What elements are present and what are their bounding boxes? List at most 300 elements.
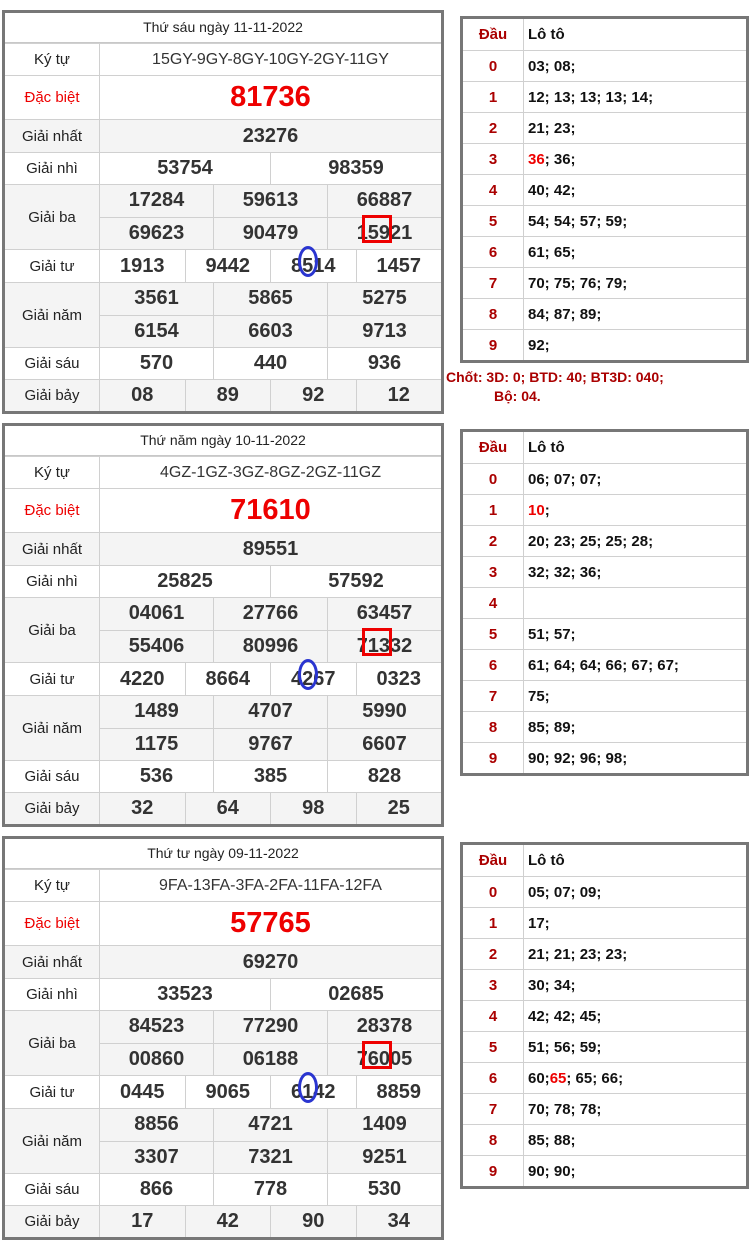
prize-label: Giải năm xyxy=(5,283,100,347)
loto-head-digit: 9 xyxy=(463,330,524,360)
special-prize-row xyxy=(5,75,441,119)
loto-numbers xyxy=(524,970,746,1000)
prize-values xyxy=(100,1174,441,1205)
draw-date-title: Thứ tư ngày 09-11-2022 xyxy=(5,839,441,869)
prize-number: 5275 xyxy=(327,283,441,315)
prize-line xyxy=(100,44,441,75)
prize-line xyxy=(100,598,441,630)
prize-number: 23276 xyxy=(242,124,299,147)
prize-line xyxy=(100,120,441,152)
loto-values: 61; 64; 64; 66; 67; 67; xyxy=(528,656,679,674)
loto-highlight-number: 36 xyxy=(528,150,545,168)
loto-row xyxy=(463,556,746,587)
prize-label: Giải nhất xyxy=(5,533,100,565)
prize-values xyxy=(100,457,441,488)
prize-number: 89 xyxy=(185,380,271,411)
prize-number: 8664 xyxy=(185,663,271,695)
prize-number: 98359 xyxy=(270,153,441,184)
prize-number: 98 xyxy=(270,793,356,824)
highlight-oval-mark xyxy=(298,1072,318,1103)
loto-numbers xyxy=(524,1063,746,1093)
loto-head-digit: 1 xyxy=(463,908,524,938)
prize-line xyxy=(100,153,441,184)
dau-header: Đầu xyxy=(463,845,524,876)
prize-number: 5990 xyxy=(327,696,441,728)
loto-values: ; 65; 66; xyxy=(566,1069,624,1087)
loto-values: 03; 08; xyxy=(528,57,576,75)
prize-number: 828 xyxy=(327,761,441,792)
prize-number: 66887 xyxy=(327,185,441,217)
loto-row xyxy=(463,1093,746,1124)
prize-number: 5865 xyxy=(213,283,327,315)
highlight-square-mark xyxy=(362,215,392,243)
loto-header-label: Lô tô xyxy=(528,852,565,869)
sixth-prize-row xyxy=(5,347,441,379)
prize-values xyxy=(100,696,441,760)
loto-header xyxy=(463,432,746,463)
loto-head-digit: 6 xyxy=(463,1063,524,1093)
loto-numbers xyxy=(524,299,746,329)
loto-numbers xyxy=(524,1001,746,1031)
loto-header-label: Lô tô xyxy=(528,26,565,43)
prize-label: Giải nhì xyxy=(5,566,100,597)
loto-row xyxy=(463,907,746,938)
prize-number: 28378 xyxy=(327,1011,441,1043)
prize-label: Giải bảy xyxy=(5,793,100,824)
loto-head-digit: 4 xyxy=(463,1001,524,1031)
loto-highlight-number: 65 xyxy=(549,1069,567,1087)
loto-numbers xyxy=(524,588,746,618)
prize-label: Giải bảy xyxy=(5,380,100,411)
loto-row xyxy=(463,1155,746,1186)
prize-number: 866 xyxy=(139,1178,174,1200)
prize-number: 440 xyxy=(213,348,327,379)
loto-values: 06; 07; 07; xyxy=(528,470,602,488)
prize-line xyxy=(100,1206,441,1237)
prize-number: 4GZ-1GZ-3GZ-8GZ-2GZ-11GZ xyxy=(159,463,382,481)
fifth-prize-row xyxy=(5,695,441,760)
prize-label: Ký tự xyxy=(5,44,100,75)
prize-number: 536 xyxy=(139,765,174,787)
loto-values: 61; 65; xyxy=(528,243,576,261)
prize-number: 76005 xyxy=(327,1044,441,1076)
prize-number: 4707 xyxy=(213,696,327,728)
day-block xyxy=(0,423,753,823)
loto-head-digit: 9 xyxy=(463,1156,524,1186)
prize-number: 71332 xyxy=(327,631,441,663)
loto-row xyxy=(463,525,746,556)
results-table xyxy=(2,423,444,827)
loto-values: 51; 57; xyxy=(528,625,576,643)
prize-line xyxy=(100,902,441,945)
prize-values xyxy=(100,793,441,824)
loto-head-digit: 8 xyxy=(463,712,524,742)
loto-values: 20; 23; 25; 25; 28; xyxy=(528,532,654,550)
loto-numbers xyxy=(524,526,746,556)
day-block xyxy=(0,836,753,1236)
loto-row xyxy=(463,680,746,711)
prize-line xyxy=(100,380,441,411)
loto-values: ; 36; xyxy=(544,150,576,168)
prediction-line-1: Chốt: 3D: 0; BTD: 40; BT3D: 040; xyxy=(446,369,664,385)
sixth-prize-row xyxy=(5,760,441,792)
loto-values: 21; 21; 23; 23; xyxy=(528,945,628,963)
seventh-prize-row xyxy=(5,1205,441,1237)
loto-values: 70; 78; 78; xyxy=(528,1100,602,1118)
prize-number: 06188 xyxy=(213,1044,327,1076)
loto-row xyxy=(463,1124,746,1155)
loto-head-digit: 8 xyxy=(463,299,524,329)
prize-line xyxy=(100,761,441,792)
loto-header xyxy=(463,845,746,876)
prize-number: 6607 xyxy=(327,729,441,761)
prize-number: 530 xyxy=(327,1174,441,1205)
prize-label: Giải bảy xyxy=(5,1206,100,1237)
prize-number: 936 xyxy=(327,348,441,379)
prediction-line-2: Bộ: 04. xyxy=(494,388,541,404)
prize-number: 64 xyxy=(185,793,271,824)
loto-values: 30; 34; xyxy=(528,976,576,994)
prize-number: 69623 xyxy=(128,221,185,244)
prize-label: Ký tự xyxy=(5,870,100,901)
prize-values xyxy=(100,761,441,792)
loto-values: ; xyxy=(544,501,550,519)
prize-number: 12 xyxy=(356,380,442,411)
prize-values xyxy=(100,663,441,695)
prize-number: 63457 xyxy=(327,598,441,630)
prize-number: 778 xyxy=(213,1174,327,1205)
loto-row xyxy=(463,711,746,742)
highlight-oval-mark xyxy=(298,659,318,690)
prize-label: Giải ba xyxy=(5,598,100,662)
special-prize-row xyxy=(5,901,441,945)
dau-header: Đầu xyxy=(463,19,524,50)
prize-number: 3307 xyxy=(134,1145,179,1168)
loto-numbers xyxy=(524,619,746,649)
second-prize-row xyxy=(5,152,441,184)
prize-label: Giải tư xyxy=(5,250,100,282)
loto-values: 92; xyxy=(528,336,550,354)
prize-values xyxy=(100,76,441,119)
loto-numbers xyxy=(524,1125,746,1155)
loto-numbers xyxy=(524,908,746,938)
prize-number: 9065 xyxy=(185,1076,271,1108)
prize-values xyxy=(100,283,441,347)
loto-head-digit: 1 xyxy=(463,82,524,112)
fifth-prize-row xyxy=(5,282,441,347)
prediction-note xyxy=(446,368,746,406)
prize-label: Giải nhì xyxy=(5,979,100,1010)
prize-label: Giải ba xyxy=(5,185,100,249)
prize-number: 90479 xyxy=(213,218,327,250)
loto-numbers xyxy=(524,712,746,742)
loto-numbers xyxy=(524,330,746,360)
prize-number: 9767 xyxy=(213,729,327,761)
prize-number: 25825 xyxy=(157,570,213,592)
prize-line xyxy=(100,315,441,348)
prize-line xyxy=(100,663,441,695)
prize-line xyxy=(100,728,441,761)
highlight-oval-mark xyxy=(298,246,318,277)
loto-values: 12; 13; 13; 13; 14; xyxy=(528,88,654,106)
loto-head-digit: 4 xyxy=(463,175,524,205)
kytu-row xyxy=(5,456,441,488)
prize-line xyxy=(100,1141,441,1174)
prize-line xyxy=(100,283,441,315)
prize-number: 1457 xyxy=(356,250,442,282)
prize-number: 9713 xyxy=(327,316,441,348)
first-prize-row xyxy=(5,532,441,565)
fourth-prize-row xyxy=(5,662,441,695)
prize-number: 1913 xyxy=(120,254,165,277)
loto-numbers xyxy=(524,939,746,969)
prize-label: Ký tự xyxy=(5,457,100,488)
prize-number: 4721 xyxy=(213,1109,327,1141)
loto-numbers xyxy=(524,206,746,236)
prize-line xyxy=(100,457,441,488)
loto-numbers xyxy=(524,1094,746,1124)
prize-number: 1175 xyxy=(134,732,179,755)
prize-number: 6142 xyxy=(270,1076,356,1108)
prize-number: 08 xyxy=(131,384,154,406)
prize-label: Giải nhất xyxy=(5,120,100,152)
prize-line xyxy=(100,1109,441,1141)
loto-head-digit: 0 xyxy=(463,51,524,81)
loto-values: 70; 75; 76; 79; xyxy=(528,274,628,292)
loto-row xyxy=(463,1062,746,1093)
loto-numbers xyxy=(524,557,746,587)
loto-row xyxy=(463,50,746,81)
prize-number: 1489 xyxy=(134,700,179,723)
prize-line xyxy=(100,1174,441,1205)
sixth-prize-row xyxy=(5,1173,441,1205)
loto-head-digit: 5 xyxy=(463,1032,524,1062)
prize-label: Giải ba xyxy=(5,1011,100,1075)
prize-values xyxy=(100,44,441,75)
results-table xyxy=(2,10,444,414)
loto-numbers xyxy=(524,650,746,680)
day-block xyxy=(0,10,753,410)
prize-number: 59613 xyxy=(213,185,327,217)
prize-label: Giải tư xyxy=(5,663,100,695)
prize-values xyxy=(100,1206,441,1237)
prize-number: 0445 xyxy=(120,1080,165,1103)
loto-numbers xyxy=(524,464,746,494)
loto-head-digit: 2 xyxy=(463,526,524,556)
loto-head-digit: 8 xyxy=(463,1125,524,1155)
prize-number: 71610 xyxy=(230,494,311,526)
first-prize-row xyxy=(5,945,441,978)
prize-values xyxy=(100,566,441,597)
prize-number: 81736 xyxy=(230,81,311,113)
prize-values xyxy=(100,489,441,532)
prize-number: 570 xyxy=(139,352,174,374)
prize-number: 1409 xyxy=(327,1109,441,1141)
loto-head-digit: 2 xyxy=(463,939,524,969)
prize-line xyxy=(100,566,441,597)
prize-number: 57765 xyxy=(230,907,311,939)
loto-row xyxy=(463,81,746,112)
loto-numbers xyxy=(524,743,746,773)
prize-number: 17284 xyxy=(128,189,185,212)
kytu-row xyxy=(5,43,441,75)
seventh-prize-row xyxy=(5,379,441,411)
prize-line xyxy=(100,533,441,565)
prize-label: Giải sáu xyxy=(5,1174,100,1205)
draw-date-title: Thứ năm ngày 10-11-2022 xyxy=(5,426,441,456)
prize-values xyxy=(100,946,441,978)
prize-values xyxy=(100,250,441,282)
loto-numbers xyxy=(524,51,746,81)
loto-row xyxy=(463,143,746,174)
prize-line xyxy=(100,696,441,728)
loto-row xyxy=(463,174,746,205)
loto-values: 40; 42; xyxy=(528,181,576,199)
first-prize-row xyxy=(5,119,441,152)
prize-label: Giải sáu xyxy=(5,761,100,792)
loto-head-digit: 1 xyxy=(463,495,524,525)
highlight-square-mark xyxy=(362,628,392,656)
prize-line xyxy=(100,946,441,978)
loto-head-digit: 7 xyxy=(463,1094,524,1124)
loto-row xyxy=(463,618,746,649)
loto-numbers xyxy=(524,113,746,143)
prize-number: 385 xyxy=(213,761,327,792)
dau-header: Đầu xyxy=(463,432,524,463)
loto-head-digit: 6 xyxy=(463,650,524,680)
loto-head-digit: 4 xyxy=(463,588,524,618)
second-prize-row xyxy=(5,565,441,597)
loto-values: 51; 56; 59; xyxy=(528,1038,602,1056)
prize-number: 8856 xyxy=(134,1113,179,1136)
loto-head-digit: 3 xyxy=(463,557,524,587)
loto-row xyxy=(463,1031,746,1062)
prize-label: Giải sáu xyxy=(5,348,100,379)
prize-number: 27766 xyxy=(213,598,327,630)
loto-values: 90; 92; 96; 98; xyxy=(528,749,628,767)
seventh-prize-row xyxy=(5,792,441,824)
loto-row xyxy=(463,938,746,969)
prize-line xyxy=(100,250,441,282)
prize-label: Giải năm xyxy=(5,696,100,760)
loto-values: 84; 87; 89; xyxy=(528,305,602,323)
prize-number: 9FA-13FA-3FA-2FA-11FA-12FA xyxy=(159,876,382,894)
prize-number: 9442 xyxy=(185,250,271,282)
prize-number: 15921 xyxy=(327,218,441,250)
loto-row xyxy=(463,463,746,494)
loto-row xyxy=(463,587,746,618)
prize-line xyxy=(100,1011,441,1043)
prize-number: 6154 xyxy=(134,319,179,342)
results-table xyxy=(2,836,444,1240)
prize-values xyxy=(100,380,441,411)
prize-label: Đặc biệt xyxy=(5,902,100,945)
loto-prefix: 60; xyxy=(528,1069,550,1087)
loto-numbers xyxy=(524,1156,746,1186)
prize-label: Giải năm xyxy=(5,1109,100,1173)
prize-values xyxy=(100,870,441,901)
loto-row xyxy=(463,494,746,525)
loto-row xyxy=(463,205,746,236)
loto-header-label: Lô tô xyxy=(528,439,565,456)
prize-number: 9251 xyxy=(327,1142,441,1174)
prize-label: Giải nhất xyxy=(5,946,100,978)
loto-values: 85; 88; xyxy=(528,1131,576,1149)
prize-number: 6603 xyxy=(213,316,327,348)
loto-numbers xyxy=(524,681,746,711)
prize-number: 8514 xyxy=(270,250,356,282)
loto-values: 42; 42; 45; xyxy=(528,1007,602,1025)
prize-number: 92 xyxy=(270,380,356,411)
prize-number: 55406 xyxy=(128,634,185,657)
loto-values: 75; xyxy=(528,687,550,705)
loto-values: 17; xyxy=(528,914,550,932)
prize-line xyxy=(100,793,441,824)
loto-head-digit: 7 xyxy=(463,268,524,298)
prize-line xyxy=(100,1076,441,1108)
loto-values: 21; 23; xyxy=(528,119,576,137)
prize-line xyxy=(100,870,441,901)
prize-number: 00860 xyxy=(128,1047,185,1070)
prize-number: 3561 xyxy=(134,287,179,310)
loto-numbers xyxy=(524,237,746,267)
loto-head-digit: 5 xyxy=(463,619,524,649)
loto-head-digit: 5 xyxy=(463,206,524,236)
prize-values xyxy=(100,533,441,565)
fourth-prize-row xyxy=(5,1075,441,1108)
loto-row xyxy=(463,298,746,329)
fifth-prize-row xyxy=(5,1108,441,1173)
prize-values xyxy=(100,120,441,152)
loto-numbers xyxy=(524,1032,746,1062)
loto-head-digit: 0 xyxy=(463,464,524,494)
loto-head-digit: 3 xyxy=(463,144,524,174)
prize-number: 32 xyxy=(131,797,154,819)
prize-number: 02685 xyxy=(270,979,441,1010)
loto-values: 54; 54; 57; 59; xyxy=(528,212,628,230)
loto-table xyxy=(460,842,749,1189)
loto-values: 05; 07; 09; xyxy=(528,883,602,901)
prize-number: 69270 xyxy=(242,950,299,973)
prize-number: 25 xyxy=(356,793,442,824)
loto-row xyxy=(463,236,746,267)
prize-number: 04061 xyxy=(128,602,185,625)
loto-head-digit: 0 xyxy=(463,877,524,907)
prize-number: 7321 xyxy=(213,1142,327,1174)
loto-values: 32; 32; 36; xyxy=(528,563,602,581)
loto-numbers xyxy=(524,877,746,907)
prize-number: 57592 xyxy=(270,566,441,597)
prize-line xyxy=(100,185,441,217)
loto-numbers xyxy=(524,175,746,205)
loto-highlight-number: 10 xyxy=(528,501,545,519)
fourth-prize-row xyxy=(5,249,441,282)
prize-number: 15GY-9GY-8GY-10GY-2GY-11GY xyxy=(152,50,389,68)
loto-table xyxy=(460,16,749,363)
prize-values xyxy=(100,1109,441,1173)
loto-numbers xyxy=(524,82,746,112)
loto-row xyxy=(463,112,746,143)
loto-header xyxy=(463,19,746,50)
prize-number: 80996 xyxy=(213,631,327,663)
prize-label: Đặc biệt xyxy=(5,489,100,532)
loto-numbers xyxy=(524,495,746,525)
prize-values xyxy=(100,153,441,184)
loto-row xyxy=(463,876,746,907)
prize-number: 17 xyxy=(131,1210,154,1232)
loto-table xyxy=(460,429,749,776)
prize-number: 8859 xyxy=(356,1076,442,1108)
